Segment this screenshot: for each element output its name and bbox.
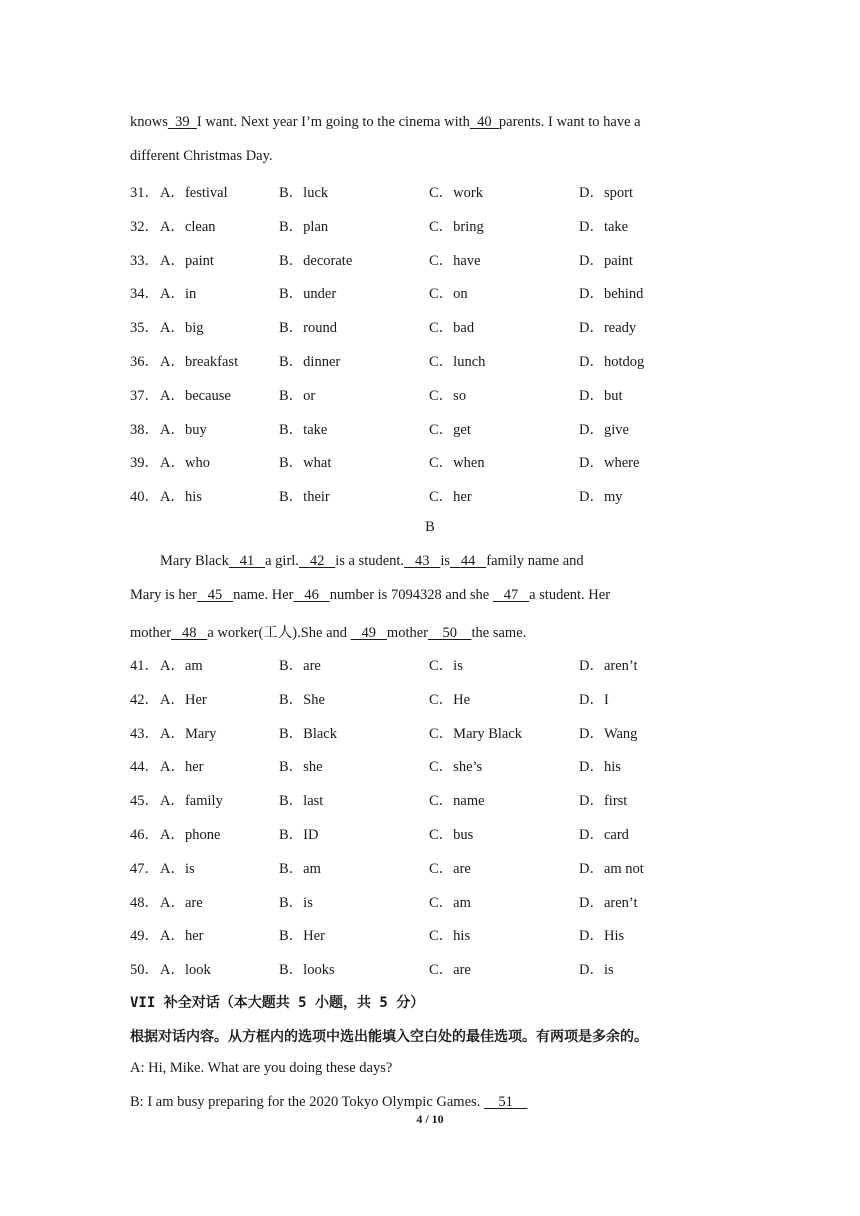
option-a: A．paint — [160, 252, 214, 269]
option-c: C．his — [429, 928, 471, 945]
question-number: 33． — [130, 252, 159, 269]
question-number: 42． — [130, 691, 159, 708]
question-number: 48． — [130, 894, 159, 911]
option-d: D．aren’t — [579, 658, 638, 674]
option-b: B．dinner — [279, 354, 341, 370]
option-d: D．aren’t — [579, 894, 638, 911]
option-d: D．ready — [579, 320, 637, 337]
section-7-title: VII 补全对话（本大题共 5 小题，共 5 分） — [130, 995, 425, 1011]
section-b-label: B — [425, 519, 435, 535]
answer-blank: 43 — [414, 553, 430, 569]
option-a: A．Mary — [160, 725, 217, 742]
answer-blank: 47 — [503, 587, 519, 603]
option-a: A．in — [160, 286, 197, 303]
option-c: C．are — [429, 860, 471, 877]
option-c: C．her — [429, 489, 472, 506]
option-d: D．card — [579, 827, 629, 843]
option-b: B．under — [279, 286, 337, 303]
option-c: C．when — [429, 455, 485, 472]
option-a: A．family — [160, 793, 223, 810]
option-c: C．get — [429, 421, 471, 438]
option-b: B．is — [279, 894, 313, 911]
option-a: A．Her — [160, 691, 207, 708]
option-a: A．are — [160, 894, 203, 911]
option-a: A．her — [160, 759, 204, 776]
option-d: D．take — [579, 218, 629, 235]
answer-blank: 41 — [239, 553, 255, 569]
question-number: 31． — [130, 185, 159, 201]
option-b: B．Her — [279, 928, 325, 945]
option-c: C．Mary Black — [429, 725, 523, 742]
question-number: 44． — [130, 759, 159, 776]
option-d: D．am not — [579, 860, 644, 877]
option-b: B．are — [279, 658, 321, 674]
option-c: C．bus — [429, 827, 474, 843]
option-d: D．hotdog — [579, 354, 645, 370]
option-b: B．or — [279, 387, 316, 404]
answer-blank: 39 — [175, 114, 190, 130]
question-number: 40． — [130, 489, 159, 506]
option-b: B．She — [279, 691, 325, 708]
option-d: D．but — [579, 387, 623, 404]
option-c: C．work — [429, 185, 483, 201]
answer-blank: 42 — [309, 553, 325, 569]
option-a: A．his — [160, 489, 202, 506]
answer-blank: 46 — [304, 587, 319, 603]
question-number: 50． — [130, 962, 159, 979]
question-number: 49． — [130, 928, 159, 945]
option-a: A．big — [160, 320, 204, 337]
option-a: A．is — [160, 860, 195, 877]
passage-b-line-3: mother 48 a worker(工人).She and 49 mother 50 the same. — [130, 625, 527, 641]
passage-text: knows — [130, 114, 168, 130]
option-b: B．last — [279, 793, 324, 810]
option-c: C．so — [429, 387, 467, 404]
option-c: C．have — [429, 252, 481, 269]
option-a: A．because — [160, 387, 231, 404]
passage-text: parents. I want to have a — [498, 114, 641, 130]
option-b: B．am — [279, 860, 321, 877]
option-d: D．first — [579, 793, 628, 810]
option-d: D．sport — [579, 185, 633, 201]
option-b: B．Black — [279, 725, 337, 742]
option-d: D．Wang — [579, 725, 638, 742]
question-number: 37． — [130, 387, 159, 404]
answer-blank: 45 — [207, 587, 223, 603]
option-d: D．His — [579, 928, 625, 945]
dialogue-line-1: A: Hi, Mike. What are you doing these days? — [130, 1060, 393, 1076]
question-number: 32． — [130, 218, 159, 235]
option-c: C．is — [429, 658, 463, 674]
question-number: 35． — [130, 320, 159, 337]
option-a: A．who — [160, 455, 210, 472]
question-number: 45． — [130, 793, 159, 810]
option-c: C．He — [429, 691, 471, 708]
question-number: 41． — [130, 658, 159, 674]
option-d: D．is — [579, 962, 614, 979]
answer-blank: 50 — [442, 625, 457, 641]
option-d: D．his — [579, 759, 621, 776]
question-number: 47． — [130, 860, 159, 877]
page-number: 4 / 10 — [416, 1112, 444, 1126]
option-b: B．what — [279, 455, 332, 472]
section-7-instruction: 根据对话内容。从方框内的选项中选出能填入空白处的最佳选项。有两项是多余的。 — [130, 1029, 648, 1045]
option-a: A．buy — [160, 421, 207, 438]
passage-b-line-1: Mary Black 41 a girl. 42 is a student. 43 is 44 family name and — [160, 553, 584, 569]
option-b: B．round — [279, 320, 337, 337]
option-b: B．looks — [279, 962, 335, 979]
answer-blank: 44 — [460, 553, 476, 569]
passage-a-line-2: different Christmas Day. — [130, 148, 273, 164]
option-c: C．on — [429, 286, 468, 303]
dialogue-line-2: B: I am busy preparing for the 2020 Tokyo Olympic Games. 51 — [130, 1094, 527, 1111]
option-a: A．look — [160, 962, 211, 979]
passage-b-line-2: Mary is her 45 name. Her 46 number is 7094328 and she 47 a student. Her — [130, 587, 611, 603]
option-a: A．her — [160, 928, 204, 945]
option-a: A．clean — [160, 218, 216, 235]
option-b: B．plan — [279, 218, 329, 235]
option-a: A．am — [160, 658, 203, 674]
option-c: C．name — [429, 793, 485, 810]
option-b: B．luck — [279, 185, 329, 201]
answer-blank: 48 — [181, 625, 197, 641]
option-d: D．my — [579, 489, 623, 506]
option-b: B．decorate — [279, 252, 353, 269]
answer-blank: 51 — [498, 1094, 513, 1110]
question-number: 43． — [130, 725, 159, 742]
question-number: 38． — [130, 421, 159, 438]
option-c: C．am — [429, 894, 471, 911]
option-b: B．their — [279, 489, 330, 506]
question-number: 36． — [130, 354, 159, 370]
answer-blank: 49 — [361, 625, 377, 641]
option-a: A．festival — [160, 185, 228, 201]
option-b: B．ID — [279, 827, 319, 843]
option-c: C．are — [429, 962, 471, 979]
option-b: B．she — [279, 759, 323, 776]
answer-blank: 40 — [477, 114, 492, 130]
passage-a-line-1 — [130, 114, 641, 131]
question-number: 39． — [130, 455, 159, 472]
option-d: D．I — [579, 691, 609, 708]
option-c: C．bring — [429, 218, 484, 235]
option-c: C．bad — [429, 320, 475, 337]
option-d: D．where — [579, 455, 640, 472]
question-number: 46． — [130, 827, 159, 843]
option-d: D．behind — [579, 286, 644, 303]
passage-text: I want. Next year I’m going to the cinema with — [196, 114, 470, 130]
option-d: D．paint — [579, 252, 633, 269]
option-a: A．breakfast — [160, 354, 239, 370]
option-c: C．she’s — [429, 759, 483, 776]
option-d: D．give — [579, 421, 629, 438]
option-b: B．take — [279, 421, 328, 438]
option-c: C．lunch — [429, 354, 486, 370]
option-a: A．phone — [160, 827, 221, 843]
question-number: 34． — [130, 286, 159, 303]
